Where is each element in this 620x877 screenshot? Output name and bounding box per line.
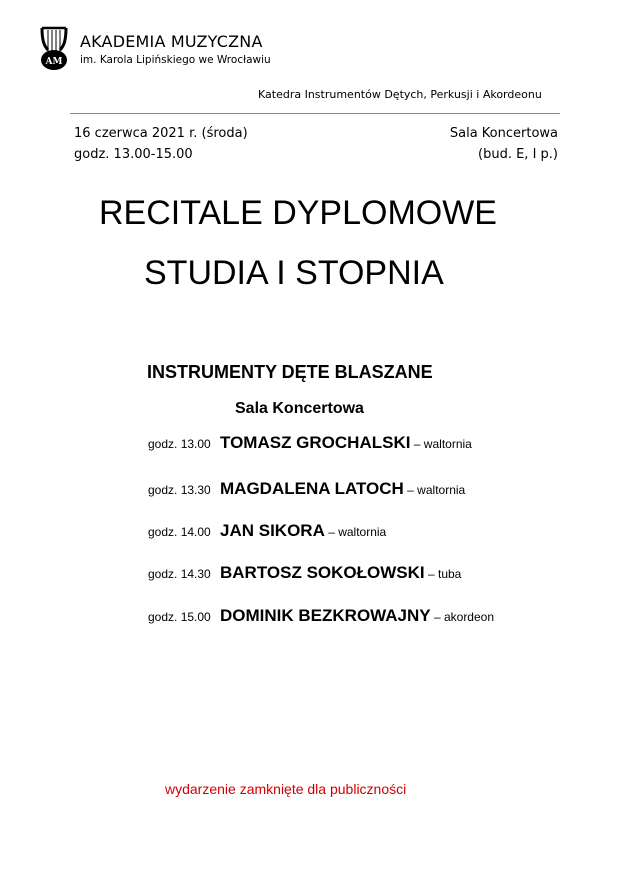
page-title-line2: STUDIA I STOPNIA <box>144 254 444 292</box>
event-venue <box>450 123 558 165</box>
section-hall: Sala Koncertowa <box>235 400 364 417</box>
venue-name: Sala Koncertowa <box>449 126 558 141</box>
recital-performer: DOMINIK BEZKROWAJNY <box>220 606 431 625</box>
page-title-line1: RECITALE DYPLOMOWE <box>99 194 497 232</box>
svg-text:AM: AM <box>45 57 63 67</box>
recital-instrument: – akordeon <box>430 610 495 624</box>
recital-performer: BARTOSZ SOKOŁOWSKI <box>220 563 425 582</box>
recital-row <box>148 433 472 453</box>
recital-performer: TOMASZ GROCHALSKI <box>220 433 411 452</box>
recital-instrument: – tuba <box>424 567 462 581</box>
recital-row <box>148 563 461 583</box>
recital-time: godz. 13.30 <box>148 483 211 497</box>
header-divider <box>70 113 560 114</box>
department-name: Katedra Instrumentów Dętych, Perkusji i Akordeonu <box>258 88 542 101</box>
recital-performer: MAGDALENA LATOCH <box>220 479 404 498</box>
event-time: godz. 13.00-15.00 <box>74 147 193 162</box>
closed-event-notice: wydarzenie zamknięte dla publiczności <box>165 781 407 797</box>
recital-row <box>148 521 386 541</box>
recital-instrument: – waltornia <box>403 483 466 497</box>
recital-time: godz. 14.00 <box>148 525 211 539</box>
recital-row <box>148 606 494 626</box>
recital-instrument: – waltornia <box>410 437 472 451</box>
recital-performer: JAN SIKORA <box>220 521 325 540</box>
institution-subtitle: im. Karola Lipińskiego we Wrocławiu <box>80 54 271 66</box>
recital-instrument: – waltornia <box>324 525 387 539</box>
event-date: 16 czerwca 2021 r. (środa) <box>74 126 248 141</box>
section-heading: INSTRUMENTY DĘTE BLASZANE <box>147 362 433 382</box>
recital-time: godz. 13.00 <box>148 437 211 451</box>
event-datetime <box>74 123 248 165</box>
academy-lyre-logo-icon <box>38 24 70 74</box>
recital-time: godz. 15.00 <box>148 610 211 624</box>
venue-detail: (bud. E, I p.) <box>478 147 558 162</box>
recital-row <box>148 479 465 499</box>
recital-time: godz. 14.30 <box>148 567 211 581</box>
institution-name: AKADEMIA MUZYCZNA <box>80 32 263 51</box>
